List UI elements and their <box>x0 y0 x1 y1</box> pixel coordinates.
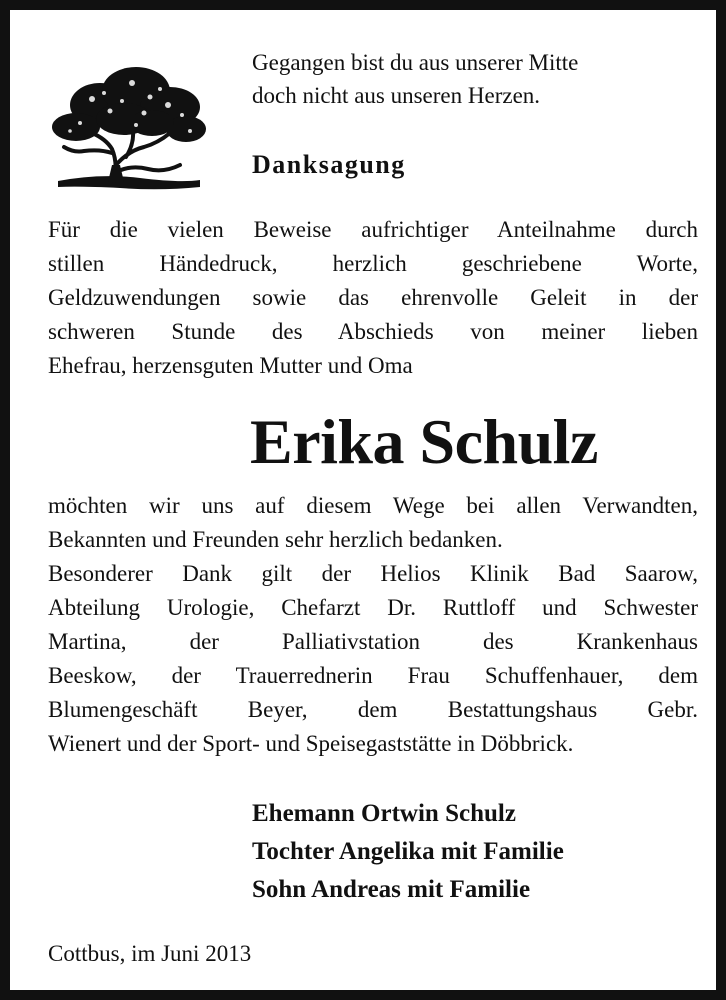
text-line: Besonderer Dank gilt der Helios Klinik Bad Saarow, <box>48 561 698 586</box>
tree-icon <box>40 53 212 193</box>
signers <box>252 795 564 909</box>
thanks-paragraph <box>48 489 698 761</box>
text-line: Ehefrau, herzensguten Mutter und Oma <box>48 353 413 378</box>
text-line: Martina, der Palliativstation des Krankenhaus <box>48 629 698 654</box>
motto-line: Gegangen bist du aus unserer Mitte <box>252 50 579 75</box>
text-line: Geldzuwendungen sowie das ehrenvolle Geleit in der <box>48 285 698 310</box>
text-line: Beeskow, der Trauerrednerin Frau Schuffenhauer, dem <box>48 663 698 688</box>
signer: Tochter Angelika mit Familie <box>252 838 564 865</box>
motto-line: doch nicht aus unseren Herzen. <box>252 83 541 108</box>
signer: Ehemann Ortwin Schulz <box>252 800 516 827</box>
place-date: Cottbus, im Juni 2013 <box>48 941 252 966</box>
motto <box>252 46 578 112</box>
deceased-name: Erika Schulz <box>250 406 598 477</box>
text-line: Für die vielen Beweise aufrichtiger Anteilnahme durch <box>48 217 698 242</box>
text-line: Abteilung Urologie, Chefarzt Dr. Ruttloff und Schwester <box>48 595 698 620</box>
text-line: stillen Händedruck, herzlich geschriebene Worte, <box>48 251 698 276</box>
text-line: möchten wir uns auf diesem Wege bei allen Verwandten, <box>48 493 698 518</box>
text-line: Blumengeschäft Beyer, dem Bestattungshaus Gebr. <box>48 697 698 722</box>
signer: Sohn Andreas mit Familie <box>252 876 531 903</box>
text-line: Wienert und der Sport- und Speisegaststätte in Döbbrick. <box>48 731 574 756</box>
heading: Danksagung <box>252 150 406 179</box>
intro-paragraph <box>48 213 698 383</box>
text-line: schweren Stunde des Abschieds von meiner lieben <box>48 319 698 344</box>
text-line: Bekannten und Freunden sehr herzlich bedanken. <box>48 527 503 552</box>
